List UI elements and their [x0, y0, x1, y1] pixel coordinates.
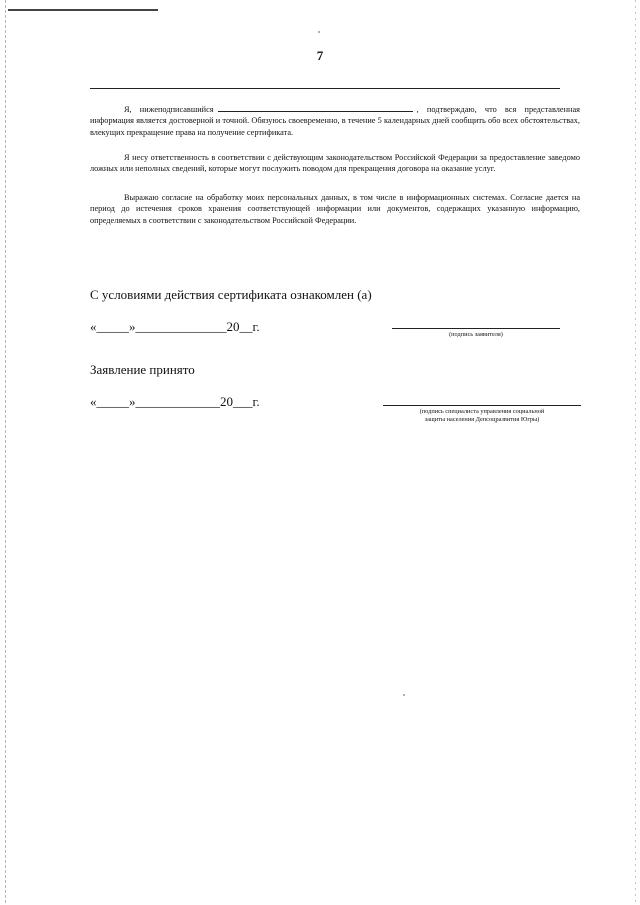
declaration-paragraph: [90, 103, 580, 138]
consent-paragraph: [90, 192, 580, 226]
declaration-rest: , подтверждаю, что вся представленная информация является достоверной и точной. Обязуюсь своевременно, в течение 5 календарных дней сообщить обо всех обстоятельствах, влекущих прекращение права на получение сертификата.: [90, 105, 580, 137]
scan-left-edge: [5, 0, 6, 905]
acknowledgement-line: С условиями действия сертификата ознакомлен (а): [90, 287, 372, 302]
scan-right-edge: [635, 0, 636, 905]
specialist-signature-line[interactable]: [383, 405, 581, 406]
name-blank[interactable]: [218, 103, 413, 112]
specialist-caption-line-2: защиты населения Депсоцразвития Югры): [424, 416, 540, 424]
date-field-2[interactable]: «_____»_____________20___г.: [90, 394, 260, 409]
scan-top-mark: [8, 9, 158, 11]
application-accepted-heading: Заявление принято: [90, 362, 195, 377]
applicant-signature-line[interactable]: [392, 328, 560, 329]
page-number: 7: [316, 48, 324, 63]
scan-speck: [318, 31, 320, 33]
responsibility-paragraph: [90, 152, 580, 175]
scan-speck: [403, 694, 405, 696]
date-field-1[interactable]: «_____»______________20__г.: [90, 319, 260, 334]
responsibility-text: Я несу ответственность в соответствии с действующим законодательством Российской Федерации за предоставление заведомо ложных или неполных сведений, которые могут послужить поводом для прекращения договора на оказание услуг.: [90, 153, 580, 174]
consent-text: Выражаю согласие на обработку моих персональных данных, в том числе в информационных системах. Согласие дается на период до истечения сроков хранения соответствующей информации или документов, содержащих указанную информацию, определяемых в соответствии с законодательством Российской Федерации.: [90, 193, 580, 225]
top-rule: [90, 88, 560, 89]
applicant-signature-caption: (подпись заявителя): [449, 331, 503, 338]
specialist-caption-line-1: (подпись специалиста управления социальной: [419, 408, 545, 415]
specialist-signature-caption: [383, 408, 581, 425]
declaration-lead: Я, нижеподписавшийся: [124, 105, 214, 114]
